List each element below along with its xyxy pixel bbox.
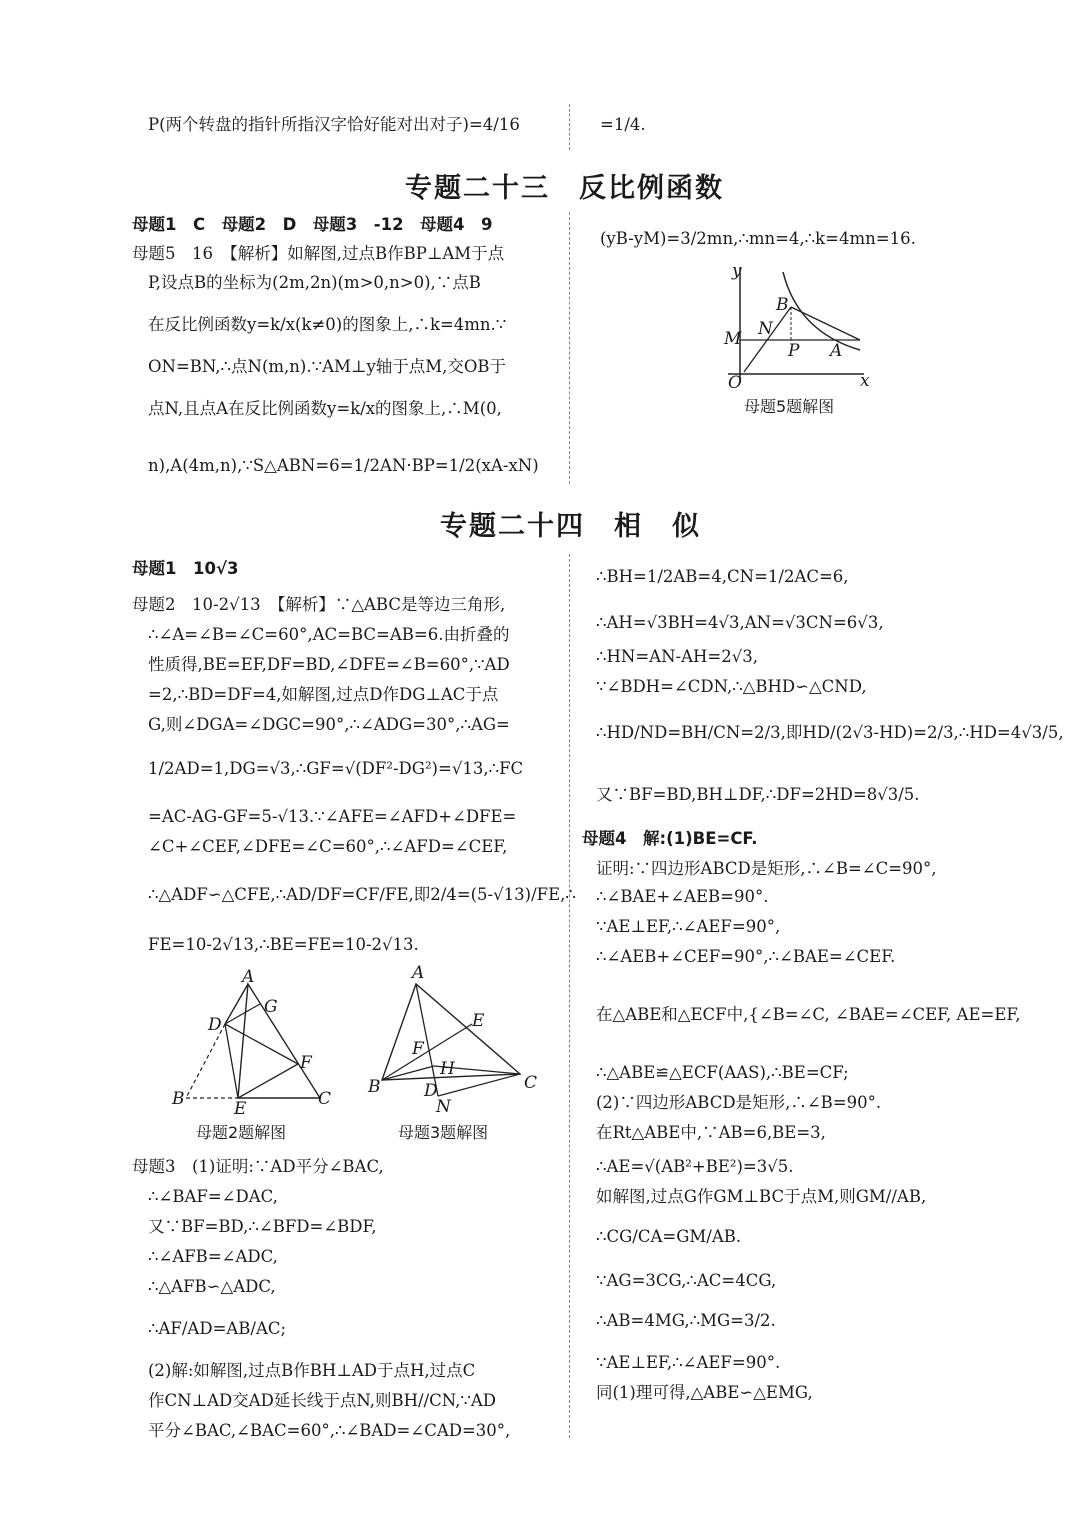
label-B: B — [776, 295, 789, 315]
label-y: y — [732, 261, 742, 281]
s24b-line: ∴AF/AD=AB/AC; — [148, 1319, 287, 1338]
label-F: F — [300, 1053, 312, 1073]
label-D: D — [208, 1015, 222, 1035]
s24-line: 性质得,BE=EF,DF=BD,∠DFE=∠B=60°,∵AD — [148, 655, 510, 674]
s24r-line: 母题4 解:(1)BE=CF. — [582, 829, 758, 848]
label-A: A — [412, 963, 425, 983]
s24-line: =AC-AG-GF=5-√13.∵∠AFE=∠AFD+∠DFE= — [148, 807, 517, 826]
s24r-line: ∵∠BDH=∠CDN,∴△BHD∽△CND, — [596, 677, 867, 696]
s23-line: P,设点B的坐标为(2m,2n)(m>0,n>0),∵点B — [148, 273, 481, 292]
s24b-line: (2)解:如解图,过点B作BH⊥AD于点H,过点C — [148, 1361, 476, 1380]
section24-divider — [569, 554, 570, 1438]
s24r-line: ∵AG=3CG,∴AC=4CG, — [596, 1271, 777, 1290]
s24r-line: ∴∠BAE+∠AEB=90°. — [596, 887, 769, 906]
hyperbola-curve — [783, 272, 860, 350]
s24r-line: ∴△ABE≌△ECF(AAS),∴BE=CF; — [596, 1063, 849, 1082]
s23-line: 点N,且点A在反比例函数y=k/x的图象上,∴M(0, — [148, 399, 502, 418]
figure-mother5-caption: 母题5题解图 — [744, 397, 835, 416]
s24r-line: ∴AH=√3BH=4√3,AN=√3CN=6√3, — [596, 613, 884, 632]
s24r-line: 如解图,过点G作GM⊥BC于点M,则GM//AB, — [596, 1187, 927, 1206]
segment-BD-dashed — [186, 1024, 225, 1098]
top-left-line: P(两个转盘的指针所指汉字恰好能对出对子)=4/16 — [148, 115, 520, 134]
s24-line: 1/2AD=1,DG=√3,∴GF=√(DF²-DG²)=√13,∴FC — [148, 759, 524, 778]
s24r-line: ∴∠AEB+∠CEF=90°,∴∠BAE=∠CEF. — [596, 947, 896, 966]
s24r-line: ∴AB=4MG,∴MG=3/2. — [596, 1311, 776, 1330]
segment-BE — [382, 1024, 472, 1080]
s23-right-line: (yB-yM)=3/2mn,∴mn=4,∴k=4mn=16. — [600, 229, 916, 248]
segment-DE — [225, 1024, 238, 1098]
label-B: B — [172, 1089, 185, 1109]
top-divider — [569, 104, 570, 150]
s23-line: n),A(4m,n),∵S△ABN=6=1/2AN·BP=1/2(xA-xN) — [148, 456, 539, 475]
label-C: C — [318, 1089, 332, 1109]
s24b-line: 又∵BF=BD,∴∠BFD=∠BDF, — [148, 1217, 377, 1236]
s24-line: 母题2 10-2√13 【解析】∵△ABC是等边三角形, — [132, 595, 506, 614]
figure-mother3-caption: 母题3题解图 — [398, 1123, 489, 1142]
s24r-line: (2)∵四边形ABCD是矩形,∴∠B=90°. — [596, 1093, 882, 1112]
s24b-line: ∴∠AFB=∠ADC, — [148, 1247, 278, 1266]
label-F: F — [412, 1039, 424, 1059]
s24-line: FE=10-2√13,∴BE=FE=10-2√13. — [148, 935, 419, 954]
label-N: N — [758, 319, 773, 339]
label-G: G — [264, 997, 278, 1017]
section23-title: 专题二十三 反比例函数 — [405, 173, 724, 204]
s24r-line: ∴BH=1/2AB=4,CN=1/2AC=6, — [596, 567, 849, 586]
figure-mother2 — [168, 967, 338, 1119]
label-O: O — [728, 373, 742, 393]
s24-line: ∠C+∠CEF,∠DFE=∠C=60°,∴∠AFD=∠CEF, — [148, 837, 508, 856]
figure-mother3 — [368, 963, 548, 1117]
s24r-line: 又∵BF=BD,BH⊥DF,∴DF=2HD=8√3/5. — [596, 785, 920, 804]
s24r-line: ∵AE⊥EF,∴∠AEF=90°, — [596, 917, 781, 936]
label-N: N — [436, 1097, 451, 1117]
s24r-line: ∴CG/CA=GM/AB. — [596, 1227, 742, 1246]
section24-title: 专题二十四 相 似 — [440, 511, 701, 542]
s24-line: G,则∠DGA=∠DGC=90°,∴∠ADG=30°,∴AG= — [148, 715, 510, 734]
s24-line: ∴△ADF∽△CFE,∴AD/DF=CF/FE,即2/4=(5-√13)/FE,∴ — [148, 885, 576, 904]
s23-line: ON=BN,∴点N(m,n).∵AM⊥y轴于点M,交OB于 — [148, 357, 507, 376]
label-A: A — [830, 341, 843, 361]
label-M: M — [724, 329, 742, 349]
s23-line: 母题1 C 母题2 D 母题3 -12 母题4 9 — [132, 215, 493, 234]
s24b-line: ∴∠BAF=∠DAC, — [148, 1187, 278, 1206]
s24b-line: 平分∠BAC,∠BAC=60°,∴∠BAD=∠CAD=30°, — [148, 1421, 511, 1440]
s24r-line: 在Rt△ABE中,∵AB=6,BE=3, — [596, 1123, 826, 1142]
s24b-line: 母题3 (1)证明:∵AD平分∠BAC, — [132, 1157, 384, 1176]
section23-divider — [569, 212, 570, 484]
s24r-line: ∴HN=AN-AH=2√3, — [596, 647, 758, 666]
label-x: x — [860, 371, 870, 391]
top-right-line: =1/4. — [600, 115, 646, 134]
label-A: A — [242, 967, 255, 987]
figure-mother2-caption: 母题2题解图 — [196, 1123, 287, 1142]
s24r-line: 在△ABE和△ECF中,{∠B=∠C, ∠BAE=∠CEF, AE=EF, — [596, 1005, 1021, 1024]
s24b-line: 作CN⊥AD交AD延长线于点N,则BH//CN,∵AD — [148, 1391, 497, 1410]
s24-line: =2,∴BD=DF=4,如解图,过点D作DG⊥AC于点 — [148, 685, 499, 704]
s24r-line: ∴AE=√(AB²+BE²)=3√5. — [596, 1157, 794, 1176]
s24r-line: 证明:∵四边形ABCD是矩形,∴∠B=∠C=90°, — [596, 859, 937, 878]
s24r-line: ∴HD/ND=BH/CN=2/3,即HD/(2√3-HD)=2/3,∴HD=4√3/5, — [596, 723, 1064, 742]
s24r-line: ∵AE⊥EF,∴∠AEF=90°. — [596, 1353, 781, 1372]
s24b-line: ∴△AFB∽△ADC, — [148, 1277, 276, 1296]
label-P: P — [788, 341, 800, 361]
label-B: B — [368, 1077, 381, 1097]
s24-line: 母题1 10√3 — [132, 559, 239, 578]
s24-line: ∴∠A=∠B=∠C=60°,AC=BC=AB=6.由折叠的 — [148, 625, 510, 644]
s23-line: 在反比例函数y=k/x(k≠0)的图象上,∴k=4mn.∵ — [148, 315, 507, 334]
segment-DF — [225, 1024, 298, 1064]
label-C: C — [524, 1073, 538, 1093]
s24r-line: 同(1)理可得,△ABE∽△EMG, — [596, 1383, 813, 1402]
label-D: D — [424, 1081, 438, 1101]
label-E: E — [472, 1011, 485, 1031]
triangle-DFC-outline — [238, 984, 320, 1098]
label-E: E — [234, 1099, 247, 1119]
label-H: H — [440, 1059, 455, 1079]
segment-EF — [238, 1064, 298, 1098]
figure-mother5 — [718, 262, 868, 412]
s23-line: 母题5 16 【解析】如解图,过点B作BP⊥AM于点 — [132, 244, 505, 263]
